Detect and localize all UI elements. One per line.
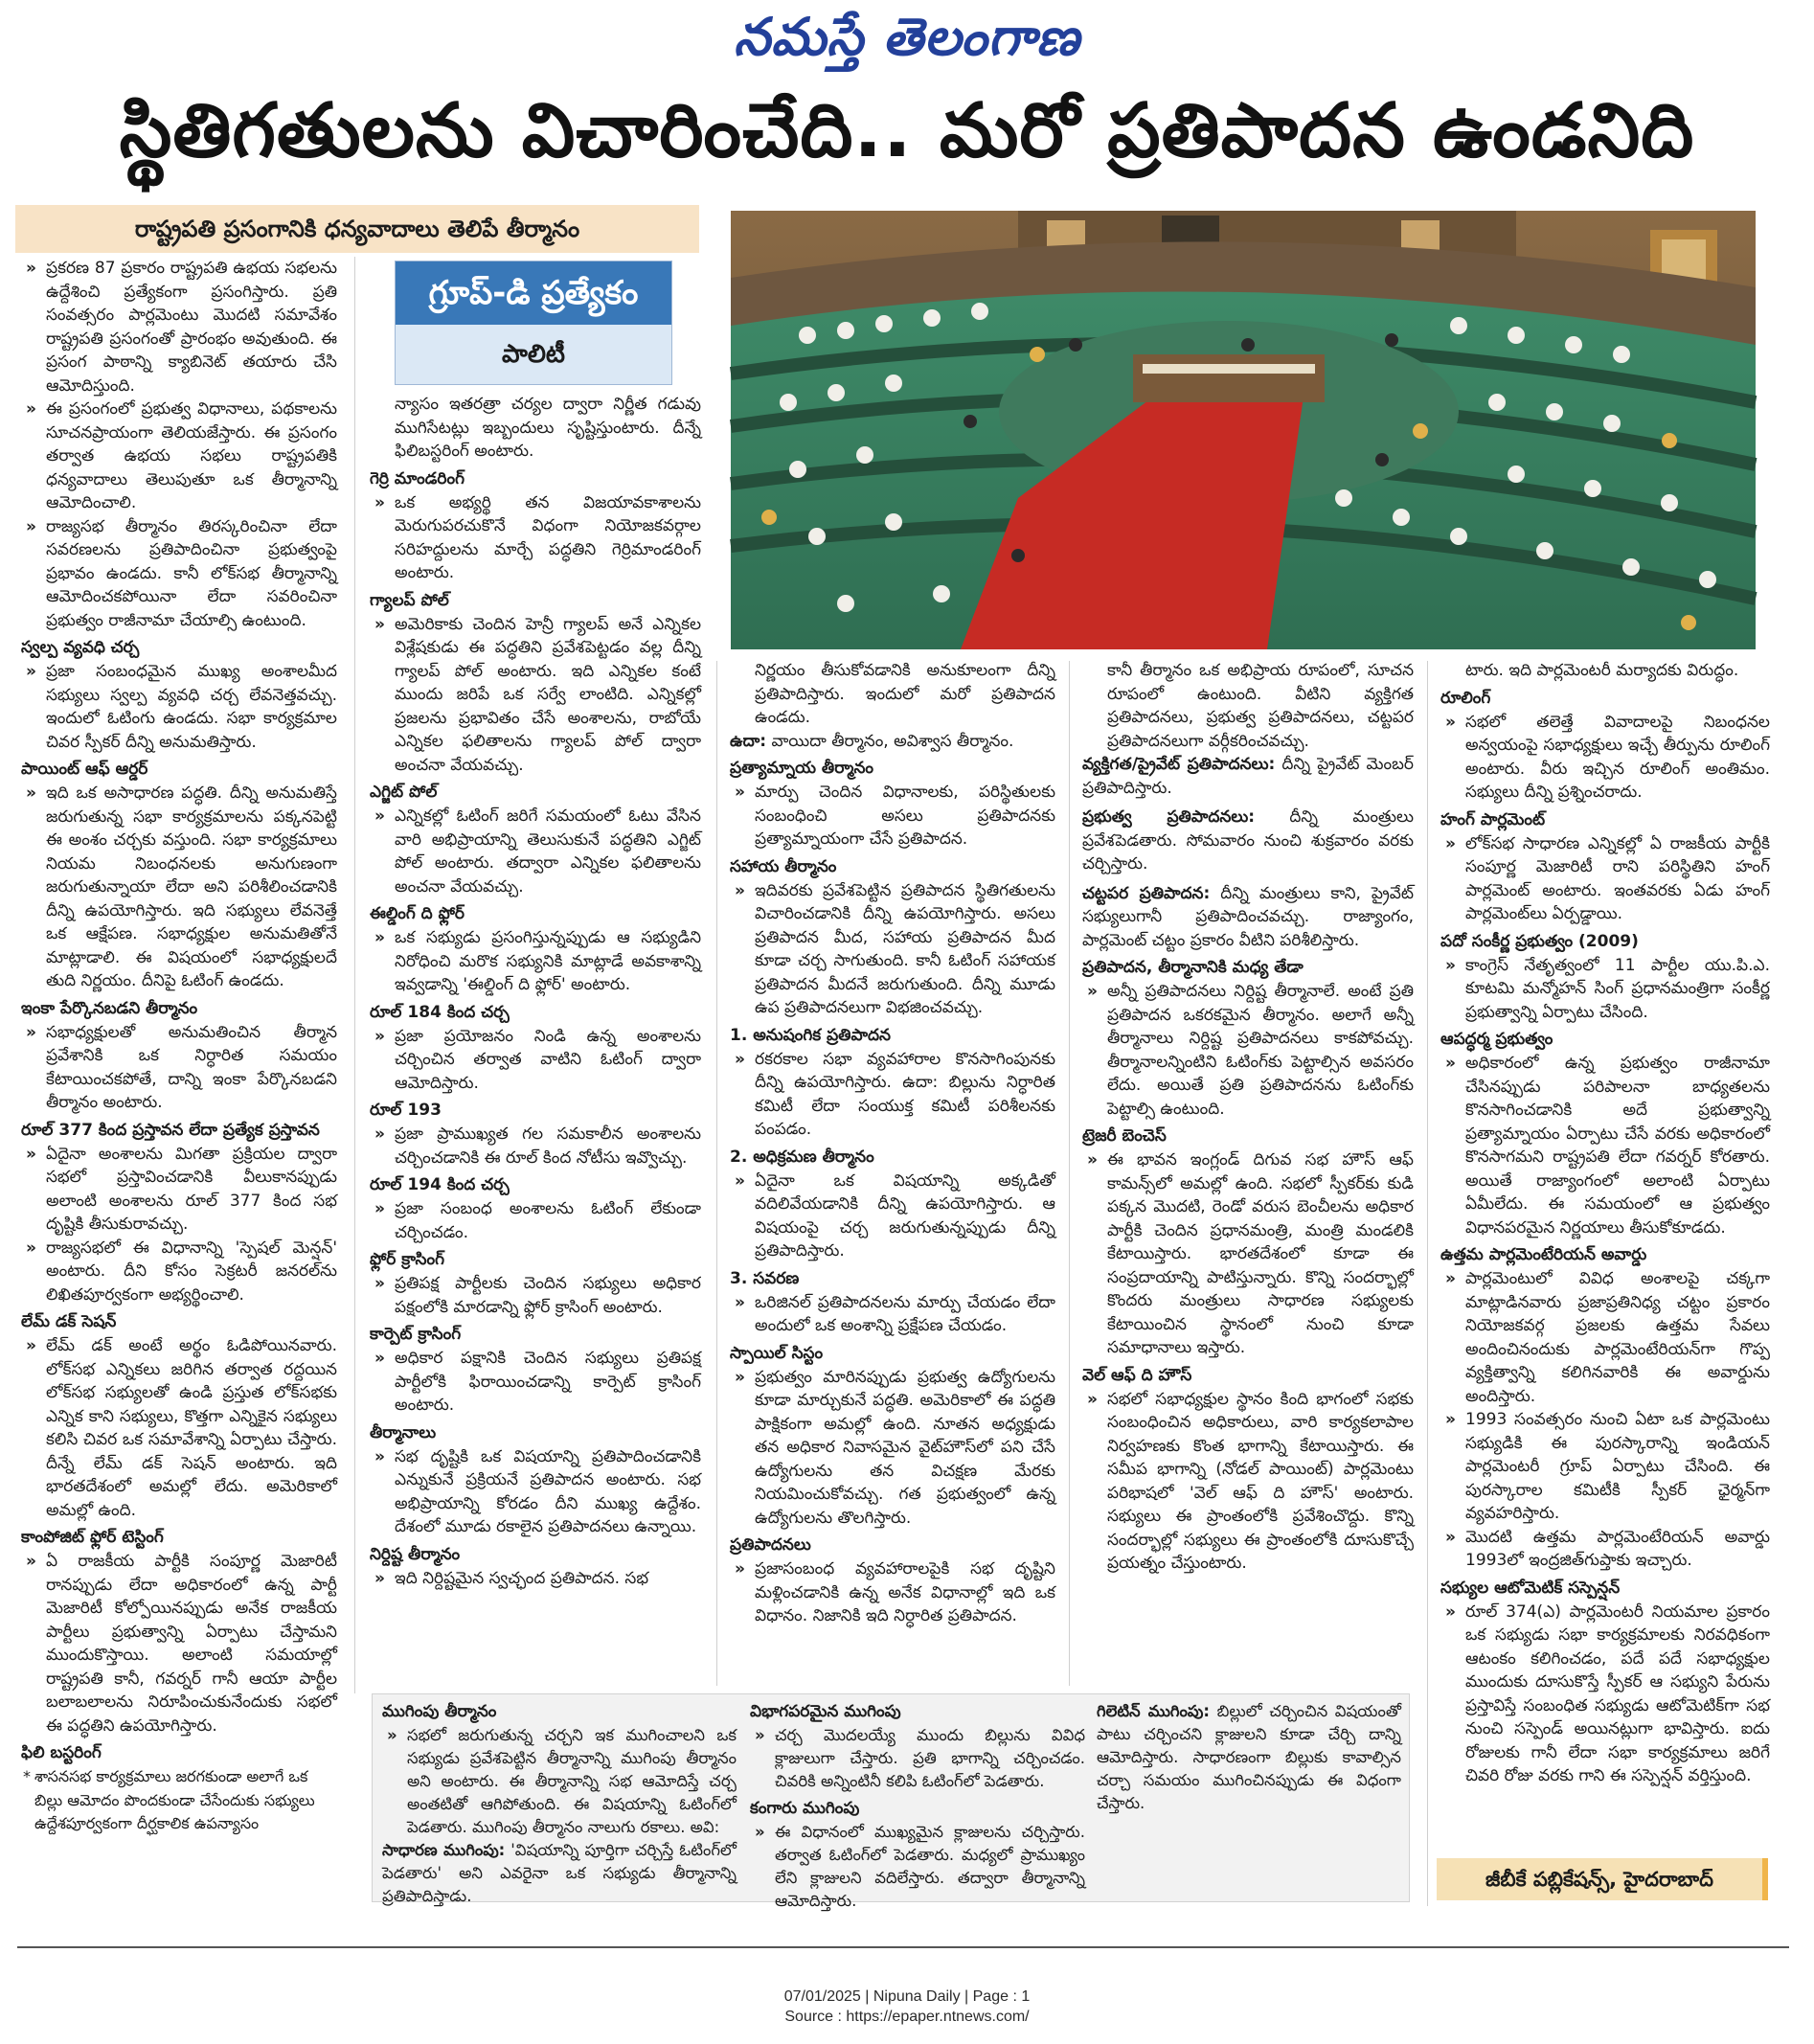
headline-text: స్థితిగతులను విచారించేది.. మరో ప్రతిపాదన ఉండనిది [119,88,1695,174]
footer [0,1987,1814,2027]
c4-item-text: దీన్ని మంత్రులు కాని, ప్రైవేట్ సభ్యులుగానీ ప్రతిపాదించవచ్చు. రాజ్యాంగం, పార్లమెంట్ చట్టం ప్రకారం వీటిని పరిశీలిస్తారు. [1082,883,1415,950]
c3-subheading: 3. సవరణ [730,1268,800,1288]
c3-subheading: 2. అధిక్రమణ తీర్మానం [730,1147,874,1167]
publisher-credit: జీబీకే పబ్లికేషన్స్, హైదరాబాద్ [1437,1858,1768,1900]
c2-heading: గెర్రి మాండరింగ్ [370,468,465,488]
c5-para: » సభలో తలెత్తే వివాదాలపై నిబంధనల అన్వయంపై సభాధ్యక్షులు ఇచ్చే తీర్పును రూలింగ్ అంటారు. వీరు ఇచ్చిన రూలింగ్ అంతిమం. సభ్యులు దీన్ని ప్రశ్నించరాదు. [1440,711,1770,805]
c1-heading: కాంపోజిట్ ఫ్లోర్ టెస్టింగ్ [21,1528,164,1547]
c3-para: » మార్పు చెందిన విధానాలకు, పరిస్థితులకు సంబంధించి అసలు ప్రతిపాదనకు ప్రత్యామ్నాయంగా చేసే ప్రతిపాదన. [730,781,1055,852]
c5-heading: ఉత్తమ పార్లమెంటేరియన్ అవార్డు [1440,1245,1647,1264]
c3-para: నిర్ణయం తీసుకోవడానికి అనుకూలంగా దీన్ని ప్రతిపాదిస్తారు. ఇందులో మరో ప్రతిపాదన ఉండదు. [755,661,1055,727]
footer-source-label: Source : [784,2009,847,2025]
column-4 [1082,659,1414,1684]
column-divider [716,661,717,1686]
footer-source-link[interactable]: https://epaper.ntnews.com/ [846,2009,1030,2025]
c4-item [1082,753,1414,800]
column-divider [354,257,355,1693]
box-item-text: 'విషయాన్ని పూర్తిగా చర్చిస్తే ఓటింగ్‌లో పెడతారు' అని ఎవరైనా ఒక సభ్యుడు తీర్మానాన్ని ప్రతిపాదిస్తాడు. [382,1841,737,1905]
c1-para: » ఇది ఒక అసాధారణ పద్ధతి. దీన్ని అనుమతిస్తే జరుగుతున్న సభా కార్యక్రమాలను పక్కనపెట్టి ఈ అంశం చర్చకు వస్తుంది. సభా కార్యక్రమాలు నియమ నిబంధనలకు అనుగుణంగా జరుగుతున్నాయా లేదా అని పరిశీలించడానికి దీన్ని ఉపయోగిస్తారు. ఇది సభ్యులు లేవనెత్తే ఒక ఆక్షేపణ. సభాధ్యక్షుల అనుమతితోనే మాట్లాడాలి. ఈ విషయంలో సభాధ్యక్షులదే తుది నిర్ణయం. దీనిపై ఓటింగ్ ఉండదు. [21,782,337,993]
headline [29,88,1785,195]
c1-para: » ప్రజా సంబంధమైన ముఖ్య అంశాలమీద సభ్యులు స్వల్ప వ్యవధి చర్చ లేవనెత్తవచ్చు. ఇందులో ఓటింగు ఉండదు. సభా కార్యక్రమాల చివర స్పీకర్ దీన్ని అనుమతిస్తారు. [21,660,337,754]
c4-item-text: దీన్ని ప్రైవేట్ మెంబర్ ప్రతిపాదిస్తారు. [1082,755,1414,798]
c1-para: * శాసనసభ కార్యక్రమాలు జరగకుండా అలాగే ఒక బిల్లు ఆమోదం పొందకుండా చేసేందుకు సభ్యులు ఉద్దేశపూర్వకంగా దీర్ఘకాలిక ఉపన్యాసం [21,1765,337,1836]
box-item [382,1839,737,1908]
c1-para: » రాజ్యసభ తీర్మానం తిరస్కరించినా లేదా సవరణలను ప్రతిపాదించినా ప్రభుత్వంపై ప్రభావం ఉండదు. కానీ లోక్‌సభ తీర్మానాన్ని ఆమోదించకపోయినా లేదా సవరించినా ప్రభుత్వం రాజీనామా చేయాల్సి ఉంటుంది. [21,515,337,633]
c1-para: » ప్రకరణ 87 ప్రకారం రాష్ట్రపతి ఉభయ సభలను ఉద్దేశించి ప్రత్యేకంగా ప్రసంగిస్తారు. ప్రతి సంవత్సరం పార్లమెంటు మొదటి సమావేశం రాష్ట్రపతి ప్రసంగంతో ప్రారంభం అవుతుంది. ఈ ప్రసంగ పాఠాన్ని క్యాబినెట్ తయారు చేసి ఆమోదిస్తుంది. [21,257,337,397]
c5-para: » పార్లమెంటులో వివిధ అంశాలపై చక్కగా మాట్లాడినవారు ప్రజాప్రతినిధ్య చట్టం ప్రకారం నియోజకవర్గ ప్రజలకు ఉత్తమ సేవలు అందించినందుకు పార్లమెంటేరియన్‌గా గొప్ప వ్యక్తిత్వాన్ని కలిగినవారికి ఈ అవార్డును అందిస్తారు. [1440,1267,1770,1408]
c2-para: » ఒక సభ్యుడు ప్రసంగిస్తున్నప్పుడు ఆ సభ్యుడిని నిరోధించి మరొక సభ్యునికి మాట్లాడే అవకాశాన్ని ఇవ్వడాన్ని 'ఈల్డింగ్ ది ఫ్లోర్' అంటారు. [370,926,701,997]
c1-para: » రాజ్యసభలో ఈ విధానాన్ని 'స్పెషల్ మెన్షన్' అంటారు. దీని కోసం సెక్రటరీ జనరల్‌ను లిఖితపూర్వకంగా అభ్యర్థించాలి. [21,1237,337,1307]
c5-para: » 1993 సంవత్సరం నుంచి ఏటా ఒక పార్లమెంటు సభ్యుడికి ఈ పురస్కారాన్ని ఇండియన్ పార్లమెంటరీ గ్రూప్ ఏర్పాటు చేసింది. ఈ పురస్కారాల కమిటీకి స్పీకర్ ఛైర్మన్‌గా వ్యవహరిస్తారు. [1440,1408,1770,1526]
column-divider [1427,661,1428,1906]
parliament-illustration [731,211,1756,649]
c4-heading: వెల్ ఆఫ్ ది హౌస్ [1082,1365,1192,1385]
c4-para: » అన్నీ ప్రతిపాదనలు నిర్దిష్ట తీర్మానాలే. అంటే ప్రతి ప్రతిపాదన ఒకరకమైన తీర్మానం. అలాగే అన్నీ తీర్మానాలు నిర్దిష్ట ప్రతిపాదనలు కాకపోవచ్చు. తీర్మానాలన్నింటిని ఓటింగ్‌కు పెట్టాల్సిన అవసరం లేదు. అయితే ప్రతి ప్రతిపాదనను ఓటింగ్‌కు పెట్టాల్సి ఉంటుంది. [1082,980,1414,1121]
c4-heading: ట్రెజరీ బెంచెస్ [1082,1126,1167,1146]
box-column-2 [750,1700,1085,1910]
bottom-rule [17,1946,1789,1948]
c5-para: » అధికారంలో ఉన్న ప్రభుత్వం రాజీనామా చేసినప్పుడు పరిపాలనా బాధ్యతలను కొనసాగించడానికి అదే ప్రభుత్వాన్ని ప్రత్యామ్నాయం ఏర్పాటు చేసే వరకు అధికారంలో కొనసాగమని రాష్ట్రపతి లేదా గవర్నర్ కోరతారు. అయితే రాజ్యాంగంలో అలాంటి ఏర్పాటు ఏమీలేదు. ఈ సమయంలో ఆ ప్రభుత్వం విధానపరమైన నిర్ణయాలు తీసుకోకూడదు. [1440,1052,1770,1239]
c5-heading: ఆపద్ధర్మ ప్రభుత్వం [1440,1030,1553,1049]
c4-para: » ఈ భావన ఇంగ్లండ్ దిగువ సభ హౌస్ ఆఫ్ కామన్స్‌లో అమల్లో ఉంది. సభలో స్పీకర్‌కు కుడి పక్కన మొదటి, రెండో వరుస బెంచీలను అధికార పార్టీకి చెందిన ప్రధానమంత్రి, మంత్రి మండలికి కేటాయిస్తారు. భారతదేశంలో కూడా ఈ సంప్రదాయాన్ని పాటిస్తున్నారు. కొన్ని సందర్భాల్లో కొందరు మంత్రులు సాధారణ సభ్యులకు కేటాయించిన స్థానంలో నుంచి కూడా సమాధానాలు ఇస్తారు. [1082,1148,1414,1360]
c2-heading: రూల్ 184 కింద చర్చ [370,1002,510,1022]
box-para: » చర్చ మొదలయ్యే ముందు బిల్లును వివిధ క్లాజులుగా చేస్తారు. ప్రతి భాగాన్ని చర్చించడం. చివరికి అన్నింటినీ కలిపి ఓటింగ్‌లో పెడతారు. [750,1724,1085,1793]
c2-para: » ఇది నిర్దిష్టమైన స్వచ్ఛంద ప్రతిపాదన. సభ [370,1567,701,1591]
c3-heading: ప్రత్యామ్నాయ తీర్మానం [730,759,873,778]
c3-example [730,730,1055,754]
c1-heading: ఇంకా పేర్కొనబడని తీర్మానం [21,998,198,1018]
c3-para: » ఇదివరకు ప్రవేశపెట్టిన ప్రతిపాదన స్థితిగతులను విచారించడానికి దీన్ని ఉపయోగిస్తారు. అసలు ప్రతిపాదన మీద, సహాయ ప్రతిపాదన మీద కూడా చర్చ సాగుతుంది. కానీ ఓటింగ్ సహాయక ప్రతిపాదన మీదనే జరుగుతుంది. దీన్ని మూడు ఉప ప్రతిపాదనలుగా విభజించవచ్చు. [730,879,1055,1020]
c2-para: » అధికార పక్షానికి చెందిన సభ్యులు ప్రతిపక్ష పార్టీలోకి ఫిరాయించడాన్ని కార్పెట్ క్రాసింగ్ అంటారు. [370,1347,701,1418]
box-column-3 [1097,1700,1401,1896]
c2-para: » ఒక అభ్యర్థి తన విజయావకాశాలను మెరుగుపరచుకొనే విధంగా నియోజకవర్గాల సరిహద్దులను మార్చే పద్ధతిని గెర్రిమాండరింగ్ అంటారు. [370,491,701,585]
c1-heading: పాయింట్ ఆఫ్ ఆర్డర్ [21,760,148,779]
c3-heading: ప్రతిపాదనలు [730,1535,811,1555]
c2-heading: నిర్దిష్ట తీర్మానం [370,1544,461,1564]
column-2 [370,393,701,1686]
closure-motion-box [372,1693,1410,1910]
c4-item [1082,882,1414,953]
column-3 [730,659,1055,1684]
c2-heading: ఫ్లోర్ క్రాసింగ్ [370,1250,444,1269]
c4-para: కానీ తీర్మానం ఒక అభిప్రాయ రూపంలో, సూచన రూపంలో ఉంటుంది. వీటిని వ్యక్తిగత ప్రతిపాదనలు, ప్రభుత్వ ప్రతిపాదనలు, చట్టపర ప్రతిపాదనలుగా వర్గీకరించవచ్చు. [1107,661,1414,751]
footer-source-line [0,2007,1814,2027]
c2-heading: ఎగ్జిట్ పోల్ [370,783,438,802]
c5-heading: రూలింగ్ [1440,688,1491,708]
masthead [0,6,1814,77]
c1-heading: రూల్ 377 కింద ప్రస్తావన లేదా ప్రత్యేక ప్రస్తావన [21,1120,320,1140]
masthead-title: నమస్తే తెలంగాణ [734,6,1080,67]
c2-para: » అమెరికాకు చెందిన హెన్రీ గ్యాలప్ అనే ఎన్నికల విశ్లేషకుడు ఈ పద్ధతిని ప్రవేశపెట్టడం వల్ల దీన్ని గ్యాలప్ పోల్ అంటారు. ఇది ఎన్నికల కంటే ముందు జరిపే ఒక సర్వే లాంటిది. ఎన్నికల్లో ప్రజలను ప్రభావితం చేసే అంశాలను, రాబోయే ఎన్నికల ఫలితాలను గ్యాలప్ పోల్ ద్వారా అంచనా వేయవచ్చు. [370,613,701,778]
column-5 [1440,659,1770,1851]
c2-heading: రూల్ 193 [370,1101,442,1120]
c1-para: » ఈ ప్రసంగంలో ప్రభుత్వ విధానాలు, పథకాలను సూచనప్రాయంగా తెలియజేస్తారు. ఈ ప్రసంగం తర్వాత ఉభయ సభలు రాష్ట్రపతికి ధన్యవాదాలు తెలుపుతూ ఒక తీర్మానాన్ని ఆమోదించాలి. [21,397,337,515]
c1-para: » సభాధ్యక్షులతో అనుమతించిన తీర్మాన ప్రవేశానికి ఒక నిర్ధారిత సమయం కేటాయించకపోతే, దాన్ని ఇంకా పేర్కొనబడని తీర్మానం అంటారు. [21,1021,337,1115]
c5-para: టారు. ఇది పార్లమెంటరీ మర్యాదకు విరుద్ధం. [1465,661,1739,680]
c3-example-label: ఉదా: [730,731,767,751]
c3-para: » ఏదైనా ఒక విషయాన్ని అక్కడితో వదిలివేయడానికి దీన్ని ఉపయోగిస్తారు. ఆ విషయంపై చర్చ జరుగుతున్నప్పుడు దీన్ని ప్రతిపాదిస్తారు. [730,1170,1055,1263]
c3-example-text: వాయిదా తీర్మానం, అవిశ్వాస తీర్మానం. [771,731,1014,751]
c5-heading: హంగ్ పార్లమెంట్ [1440,809,1546,829]
c5-para: » రూల్ 374(ఎ) పార్లమెంటరీ నియమాల ప్రకారం ఒక సభ్యుడు సభా కార్యక్రమాలకు నిరవధికంగా ఆటంకం కలిగించడం, పదే పదే సభాధ్యక్షుల ముందుకు దూసుకొస్తే స్పీకర్ ఆ సభ్యుని పేరును ప్రస్తావిస్తే సంబంధిత సభ్యుడు ఆటోమెటిక్‌గా సభ నుంచి సస్పెండ్ అయినట్లుగా భావిస్తారు. ఐదు రోజులకు గానీ లేదా సభా కార్యక్రమాలు జరిగే చివరి రోజు వరకు గాని ఈ సస్పెన్షన్ వర్తిస్తుంది. [1440,1601,1770,1788]
column-1 [21,257,337,1885]
c3-para: » రకరకాల సభా వ్యవహారాల కొనసాగింపునకు దీన్ని ఉపయోగిస్తారు. ఉదా: బిల్లును నిర్ధారిత కమిటీ లేదా సంయుక్త కమిటీ పరిశీలనకు పంపడం. [730,1048,1055,1142]
c2-para: న్యాసం ఇతరత్రా చర్యల ద్వారా నిర్ణీత గడువు ముగిసేటట్లు ఇబ్బందులు సృష్టిస్తుంటారు. దీన్నే ఫిలిబస్టరింగ్ అంటారు. [395,395,701,461]
c2-heading: ఈల్డింగ్ ది ఫ్లోర్ [370,904,465,923]
promo-title: గ్రూప్-డి ప్రత్యేకం [396,261,671,325]
c1-heading: లేమ్ డక్ సెషన్ [21,1312,117,1331]
c2-para: » ప్రజా ప్రాముఖ్యత గల సమకాలీన అంశాలను చర్చించడానికి ఈ రూల్ కింద నోటీసు ఇవ్వొచ్చు. [370,1123,701,1170]
box-heading: విభాగపరమైన ముగింపు [750,1702,901,1721]
c1-heading: ఫిలి బస్టరింగ్ [21,1743,102,1762]
box-item-text: బిల్లులో చర్చించిన విషయంతో పాటు చర్చించని క్లాజులని కూడా చేర్చి దాన్ని ఆమోదిస్తారు. సాధారణంగా బిల్లుకు కావాల్సిన చర్చా సమయం ముగించినప్పుడు ఈ విధంగా చేస్తారు. [1097,1702,1401,1812]
footer-date-line: 07/01/2025 | Nipuna Daily | Page : 1 [783,1988,1031,2005]
c3-heading: స్పాయిల్ సిస్టం [730,1343,824,1363]
c2-heading: తీర్మానాలు [370,1422,437,1442]
c3-para: » ప్రభుత్వం మారినప్పుడు ప్రభుత్వ ఉద్యోగులను కూడా మార్చుకునే పద్ధతి. అమెరికాలో ఈ పద్ధతి పాక్షికంగా అమల్లో ఉంది. నూతన అధ్యక్షుడు తన అధికార నివాసమైన వైట్‌హౌస్‌లో పని చేసే ఉద్యోగులను తన విచక్షణ మేరకు నియమించుకోవచ్చు. గత ప్రభుత్వంలో ఉన్న ఉద్యోగులను తొలగిస్తారు. [730,1366,1055,1531]
c3-para: » ప్రజాసంబంధ వ్యవహారాలపైకి సభ దృష్టిని మళ్లించడానికి ఉన్న అనేక విధానాల్లో ఇది ఒక విధానం. నిజానికి ఇది నిర్ధారిత ప్రతిపాదన. [730,1557,1055,1628]
c4-item-text: దీన్ని మంత్రులు ప్రవేశపెడతారు. సోమవారం నుంచి శుక్రవారం వరకు చర్చిస్తారు. [1082,807,1414,874]
box-item [1097,1700,1401,1815]
c2-para: » సభ దృష్టికి ఒక విషయాన్ని ప్రతిపాదించడానికి ఎన్నుకునే ప్రక్రియనే ప్రతిపాదన అంటారు. సభ అభిప్రాయాన్ని కోరడం దీని ముఖ్య ఉద్దేశం. దేశంలో మూడు రకాలైన ప్రతిపాదనలు ఉన్నాయి. [370,1445,701,1539]
box-para: » సభలో జరుగుతున్న చర్చని ఇక ముగించాలని ఒక సభ్యుడు ప్రవేశపెట్టిన తీర్మానాన్ని ముగింపు తీర్మానం అని అంటారు. ఈ తీర్మానాన్ని సభ ఆమోదిస్తే చర్చ అంతటితో ఆగిపోతుంది. ఈ విషయాన్ని ఓటింగ్‌లో పెడతారు. ముగింపు తీర్మానం నాలుగు రకాలు. అవి: [382,1724,737,1839]
box-para: » ఈ విధానంలో ముఖ్యమైన క్లాజులను చర్చిస్తారు. తర్వాత ఓటింగ్‌లో పెడతారు. మధ్యలో ప్రాముఖ్యం లేని క్లాజులని వదిలేస్తారు. తద్వారా తీర్మానాన్ని ఆమోదిస్తారు. [750,1821,1085,1913]
c1-heading: స్వల్ప వ్యవధి చర్చ [21,638,140,657]
c3-subheading: 1. అనుషంగిక ప్రతిపాదన [730,1025,891,1045]
section-band: రాష్ట్రపతి ప్రసంగానికి ధన్యవాదాలు తెలిపే తీర్మానం [15,205,699,253]
c2-para: » ఎన్నికల్లో ఓటింగ్ జరిగే సమయంలో ఓటు వేసిన వారి అభిప్రాయాన్ని తెలుసుకునే పద్ధతిని ఎగ్జిట్ పోల్ అంటారు. తద్వారా ఎన్నికల ఫలితాలను అంచనా వేయవచ్చు. [370,805,701,898]
box-item-label: గిలెటిన్ ముగింపు: [1097,1702,1210,1720]
c5-heading: సభ్యుల ఆటోమెటిక్ సస్పెన్షన్ [1440,1578,1621,1598]
c5-para: » లోక్‌సభ సాధారణ ఎన్నికల్లో ఏ రాజకీయ పార్టీకి సంపూర్ణ మెజారిటీ రాని పరిస్థితిని హంగ్ పార్లమెంట్ అంటారు. ఇంతవరకు ఏడు హంగ్ పార్లమెంట్‌లు ఏర్పడ్డాయి. [1440,832,1770,926]
c4-heading: ప్రతిపాదన, తీర్మానానికి మధ్య తేడా [1082,958,1304,977]
c2-heading: కార్పెట్ క్రాసింగ్ [370,1325,462,1344]
c4-item-label: చట్టపర ప్రతిపాదన: [1082,883,1211,903]
c4-para: » సభలో సభాధ్యక్షుల స్థానం కింది భాగంలో సభకు సంబంధించిన అధికారులు, వారి కార్యకలాపాల నిర్వహణకు కొంత భాగాన్ని కేటాయిస్తారు. ఈ సమీప భాగాన్ని (నోడల్ పాయింట్) పార్లమెంటు పరిభాషలో 'వెల్ ఆఫ్ ది హౌస్' అంటారు. సభ్యులు ఈ ప్రాంతంలోకి ప్రవేశించొద్దు. కొన్ని సందర్భాల్లో సభ్యులు ఈ ప్రాంతంలోకి దూసుకొచ్చే ప్రయత్నం చేస్తుంటారు. [1082,1388,1414,1576]
c3-heading: సహాయ తీర్మానం [730,856,837,876]
c5-para: » మొదటి ఉత్తమ పార్లమెంటేరియన్ అవార్డు 1993లో ఇంద్రజిత్‌గుప్తాకు ఇచ్చారు. [1440,1526,1770,1573]
c1-para: » లేమ్ డక్ అంటే అర్థం ఓడిపోయినవారు. లోక్‌సభ ఎన్నికలు జరిగిన తర్వాత రద్దయిన లోక్‌సభ సభ్యులతో ఉండి ప్రస్తుత లోక్‌సభకు ఎన్నిక కాని సభ్యులు, కొత్తగా ఎన్నికైన సభ్యులు కలిసి చివర ఒక సమావేశాన్ని ఏర్పాటు చేస్తారు. దీన్నే లేమ్ డక్ సెషన్ అంటారు. ఇది భారతదేశంలో అమల్లో లేదు. అమెరికాలో అమల్లో ఉంది. [21,1334,337,1522]
promo-box [395,261,672,385]
c4-item-label: ప్రభుత్వ ప్రతిపాదనలు: [1082,807,1256,827]
c2-heading: గ్యాలప్ పోల్ [370,590,449,610]
promo-subtitle: పాలిటీ [396,325,671,384]
box-item-label: సాధారణ ముగింపు: [382,1841,506,1859]
c2-para: » ప్రజా సంబంధ అంశాలను ఓటింగ్ లేకుండా చర్చించడం. [370,1197,701,1244]
c2-para: » ప్రజా ప్రయోజనం నిండి ఉన్న అంశాలను చర్చించిన తర్వాత వాటిని ఓటింగ్ ద్వారా ఆమోదిస్తారు. [370,1025,701,1096]
c3-para: » ఒరిజినల్ ప్రతిపాదనలను మార్పు చేయడం లేదా అందులో ఒక అంశాన్ని ప్రక్షేపణ చేయడం. [730,1291,1055,1338]
box-heading: ముగింపు తీర్మానం [382,1702,497,1721]
box-heading: కంగారు ముగింపు [750,1799,860,1818]
c2-heading: రూల్ 194 కింద చర్చ [370,1175,510,1194]
c4-item [1082,806,1414,876]
box-column-1 [382,1700,737,1905]
c1-para: » ఏదైనా అంశాలను మిగతా ప్రక్రియల ద్వారా సభలో ప్రస్తావించడానికి వీలుకానప్పుడు అలాంటి అంశాలను రూల్ 377 కింద సభ దృష్టికి తీసుకురావచ్చు. [21,1143,337,1237]
parliament-photo [731,211,1756,649]
c5-para: » కాంగ్రెస్ నేతృత్వంలో 11 పార్టీల యు.పి.ఎ. కూటమి మన్మోహన్ సింగ్ ప్రధానమంత్రిగా సంకీర్ణ ప్రభుత్వాన్ని ఏర్పాటు చేసింది. [1440,954,1770,1025]
c2-para: » ప్రతిపక్ష పార్టీలకు చెందిన సభ్యులు అధికార పక్షంలోకి మారడాన్ని ఫ్లోర్ క్రాసింగ్ అంటారు. [370,1272,701,1319]
c1-para: » ఏ రాజకీయ పార్టీకి సంపూర్ణ మెజారిటీ రానప్పుడు లేదా అధికారంలో ఉన్న పార్టీ మెజారిటీ కోల్పోయినప్పుడు అనేక రాజకీయ పార్టీలు ప్రభుత్వాన్ని ఏర్పాటు చేస్తామని ముందుకొస్తాయి. అలాంటి సమయాల్లో రాష్ట్రపతి కానీ, గవర్నర్ గానీ ఆయా పార్టీల బలాబలాలను నిరూపించుకునేందుకు సభలో ఈ పద్ధతిని ఉపయోగిస్తారు. [21,1550,337,1737]
column-divider [1069,661,1070,1686]
c5-heading: పదో సంకీర్ణ ప్రభుత్వం (2009) [1440,931,1639,951]
c4-item-label: వ్యక్తిగత/ప్రైవేట్ ప్రతిపాదనలు: [1082,755,1276,774]
